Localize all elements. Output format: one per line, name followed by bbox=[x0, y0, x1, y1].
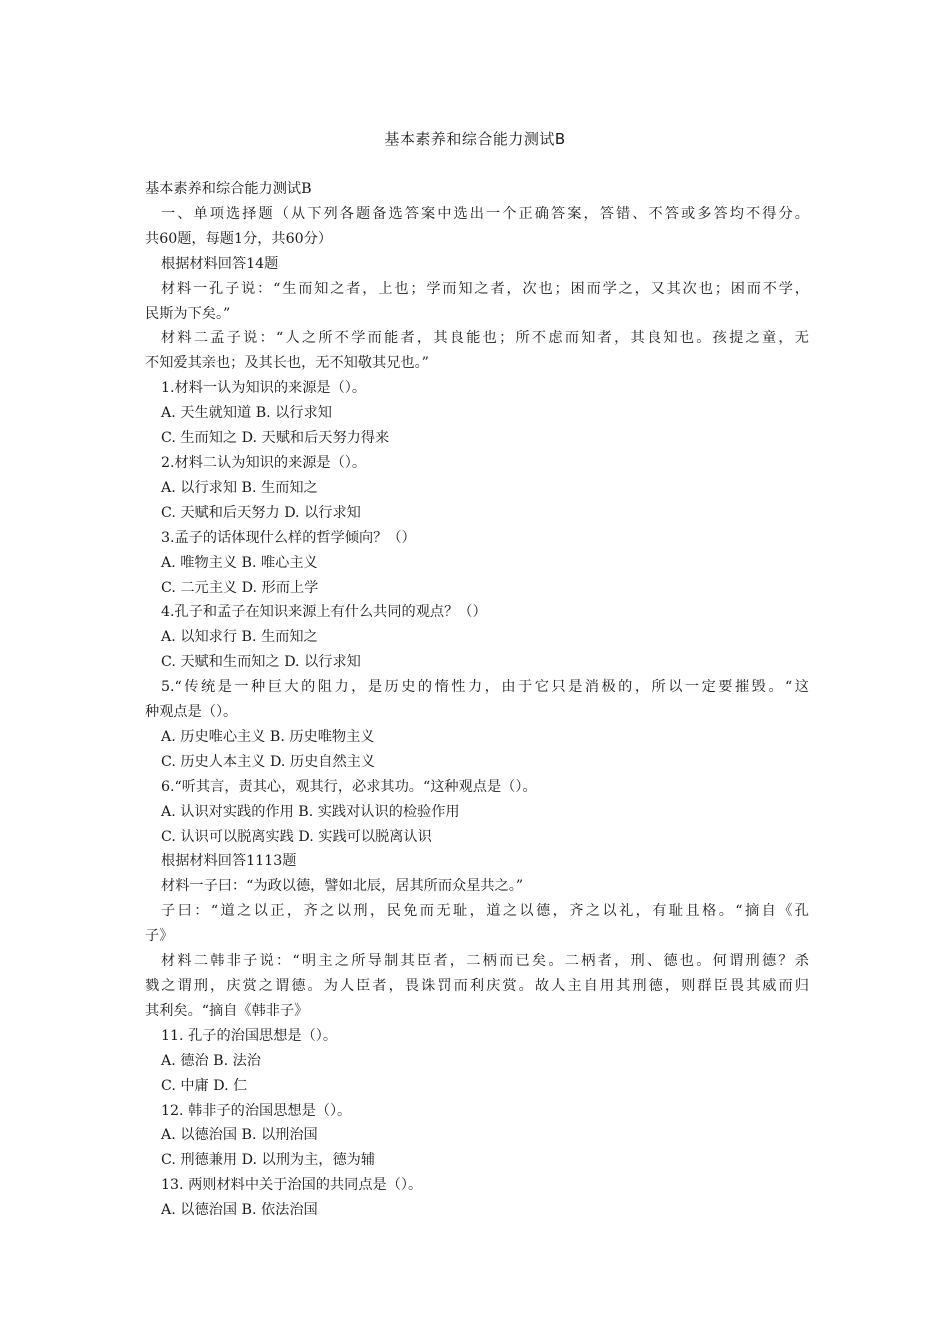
section-instructions: 一、单项选择题（从下列各题备选答案中选出一个正确答案，答错、不答或多答均不得分。 bbox=[161, 205, 809, 222]
question-options: A. 历史唯心主义 B. 历史唯物主义 bbox=[161, 728, 375, 745]
material-text: 材料一孔子说：“生而知之者，上也；学而知之者，次也；困而学之，又其次也；困而不学， bbox=[161, 280, 809, 297]
question-options: C. 认识可以脱离实践 D. 实践可以脱离认识 bbox=[161, 828, 432, 845]
question-options: A. 以行求知 B. 生而知之 bbox=[161, 479, 318, 496]
question-options: C. 二元主义 D. 形而上学 bbox=[161, 579, 319, 596]
material-text: 材料二孟子说：“人之所不学而能者，其良能也；所不虑而知者，其良知也。孩提之童，无 bbox=[161, 330, 809, 347]
material-text: 子曰：“道之以正，齐之以刑，民免而无耻，道之以德，齐之以礼，有耻且格。“摘自《孔 bbox=[161, 903, 809, 920]
question: 4.孔子和孟子在知识来源上有什么共同的观点？（） bbox=[161, 604, 487, 621]
question-options: A. 认识对实践的作用 B. 实践对认识的检验作用 bbox=[161, 803, 460, 820]
material-text: 戮之谓刑，庆赏之谓德。为人臣者，畏诛罚而利庆赏。故人主自用其刑德，则群臣畏其威而归 bbox=[145, 978, 809, 994]
material-text: 子》 bbox=[145, 928, 174, 945]
material-intro: 根据材料回答14题 bbox=[161, 255, 279, 272]
material-text: 材料一子曰：“为政以德，譬如北辰，居其所而众星共之。” bbox=[161, 878, 524, 895]
question: 2.材料二认为知识的来源是（）。 bbox=[161, 454, 367, 471]
document-title: 基本素养和综合能力测试B bbox=[384, 130, 566, 148]
question-options: C. 生而知之 D. 天赋和后天努力得来 bbox=[161, 430, 390, 447]
material-text: 其利矣。“摘自《韩非子》 bbox=[145, 1002, 309, 1019]
question: 13. 两则材料中关于治国的共同点是（）。 bbox=[161, 1177, 423, 1194]
material-intro: 根据材料回答1113题 bbox=[161, 853, 297, 870]
question-options: C. 中庸 D. 仁 bbox=[161, 1077, 248, 1094]
question: 5.“传统是一种巨大的阻力，是历史的惰性力，由于它只是消极的，所以一定要摧毁。“这 bbox=[161, 679, 809, 696]
question: 11. 孔子的治国思想是（）。 bbox=[161, 1027, 338, 1044]
question-options: C. 历史人本主义 D. 历史自然主义 bbox=[161, 753, 376, 770]
question-options: A. 以德治国 B. 以刑治国 bbox=[161, 1127, 318, 1144]
question-options: C. 刑德兼用 D. 以刑为主，德为辅 bbox=[161, 1152, 376, 1169]
question: 6.“听其言，责其心，观其行，必求其功。“这种观点是（）。 bbox=[161, 778, 537, 795]
question-options: A. 以德治国 B. 依法治国 bbox=[161, 1202, 318, 1219]
question-options: A. 德治 B. 法治 bbox=[161, 1052, 261, 1069]
question: 3.孟子的话体现什么样的哲学倾向？（） bbox=[161, 529, 416, 546]
material-text: 材料二韩非子说：“明主之所导制其臣者，二柄而已矣。二柄者，刑、德也。何谓刑德？杀 bbox=[161, 953, 809, 970]
question-options: C. 天赋和生而知之 D. 以行求知 bbox=[161, 654, 361, 671]
question-options: A. 以知求行 B. 生而知之 bbox=[161, 629, 318, 646]
document-body bbox=[145, 177, 809, 1223]
section-instructions-cont: 共60题，每题1分，共60分） bbox=[145, 230, 333, 247]
question: 1.材料一认为知识的来源是（）。 bbox=[161, 380, 367, 397]
material-text: 民斯为下矣。” bbox=[145, 305, 231, 322]
material-text: 不知爱其亲也；及其长也，无不知敬其兄也。” bbox=[145, 355, 429, 372]
question-options: A. 唯物主义 B. 唯心主义 bbox=[161, 554, 318, 571]
question-options: A. 天生就知道 B. 以行求知 bbox=[161, 405, 332, 422]
question: 12. 韩非子的治国思想是（）。 bbox=[161, 1102, 352, 1119]
document-heading: 基本素养和综合能力测试B bbox=[145, 181, 312, 197]
question: 种观点是（）。 bbox=[145, 704, 238, 721]
question-options: C. 天赋和后天努力 D. 以行求知 bbox=[161, 504, 361, 521]
